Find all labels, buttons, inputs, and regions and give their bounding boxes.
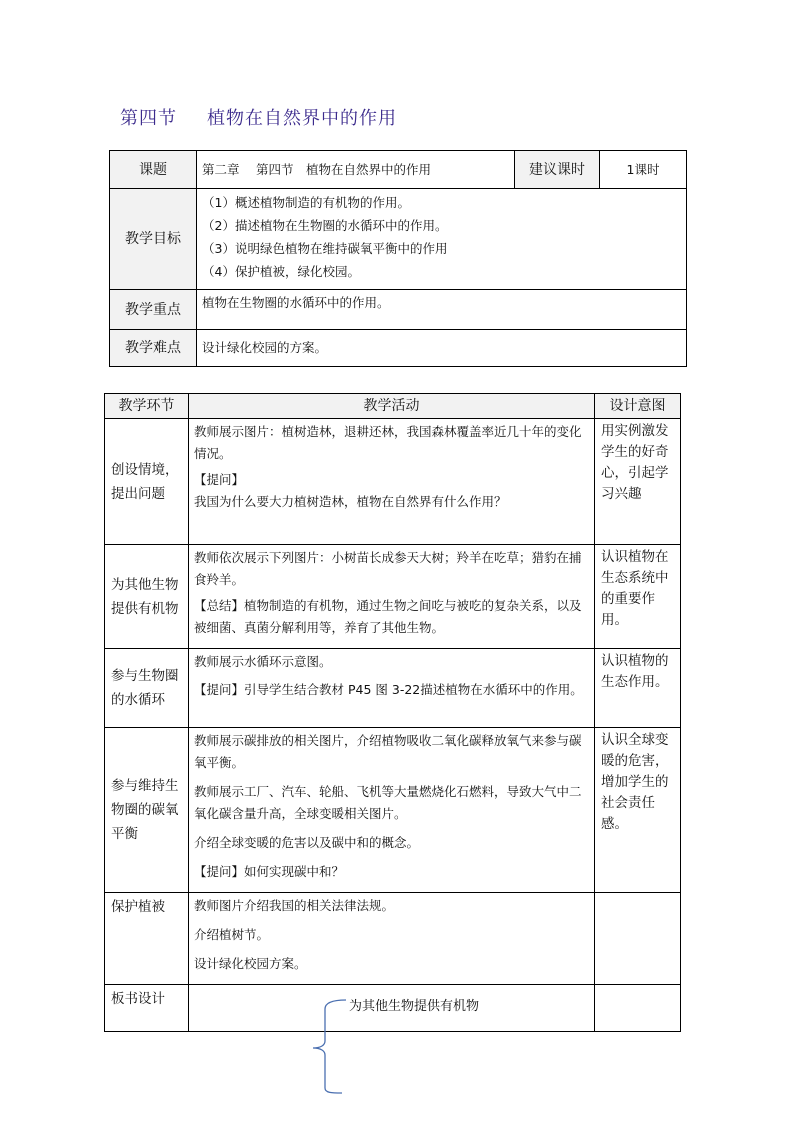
table-row xyxy=(105,893,681,985)
difficulty-value: 设计绿化校园的方案。 xyxy=(197,330,687,367)
lesson-info-table xyxy=(109,150,687,367)
activity-text: 教师依次展示下列图片：小树苗长成参天大树；羚羊在吃草；猎豹在捕食羚羊。 xyxy=(194,550,582,587)
activity-text: 教师展示图片：植树造林，退耕还林，我国森林覆盖率近几十年的变化情况。 xyxy=(194,424,582,461)
segment-cell: 保护植被 xyxy=(105,893,189,985)
hours-value: 1课时 xyxy=(600,151,687,189)
segment-cell: 为其他生物提供有机物 xyxy=(105,545,189,649)
intent-cell: 认识植物在生态系统中的重要作用。 xyxy=(595,545,681,649)
table-row xyxy=(105,649,681,728)
activity-cell xyxy=(189,545,595,649)
activity-text: 教师展示水循环示意图。 xyxy=(194,654,332,669)
segment-cell: 创设情境，提出问题 xyxy=(105,419,189,545)
activity-cell xyxy=(189,419,595,545)
table-row xyxy=(105,419,681,545)
section-number: 第四节 xyxy=(120,108,177,129)
header-segment: 教学环节 xyxy=(105,394,189,419)
intent-cell xyxy=(595,985,681,1032)
topic-label: 课题 xyxy=(110,151,197,189)
activity-cell xyxy=(189,649,595,728)
lesson-plan-table xyxy=(104,393,681,1032)
topic-value: 第二章 第四节 植物在自然界中的作用 xyxy=(197,151,515,189)
activity-text: 【提问】引导学生结合教材 P45 图 3-22描述植物在水循环中的作用。 xyxy=(194,682,583,697)
lesson-title: 植物在自然界中的作用 xyxy=(207,108,397,129)
activity-text: 介绍植树节。 xyxy=(194,927,270,942)
table-row xyxy=(105,545,681,649)
intent-cell: 用实例激发学生的好奇心，引起学习兴趣 xyxy=(595,419,681,545)
activity-text: 【总结】植物制造的有机物，通过生物之间吃与被吃的复杂关系，以及被细菌、真菌分解利用等，养育了其他生物。 xyxy=(194,598,582,635)
key-label: 教学重点 xyxy=(110,290,197,330)
activity-text: 教师图片介绍我国的相关法律法规。 xyxy=(194,898,395,913)
goals-list xyxy=(197,189,687,290)
activity-text: 教师展示工厂、汽车、轮船、飞机等大量燃烧化石燃料，导致大气中二氧化碳含量升高，全球变暖相关图片。 xyxy=(194,784,582,821)
header-activity: 教学活动 xyxy=(189,394,595,419)
activity-cell xyxy=(189,728,595,893)
goal-item: （1）概述植物制造的有机物的作用。 xyxy=(202,195,410,210)
goal-item: （4）保护植被，绿化校园。 xyxy=(202,264,360,279)
intent-cell: 认识全球变暖的危害，增加学生的社会责任感。 xyxy=(595,728,681,893)
intent-cell xyxy=(595,893,681,985)
activity-cell xyxy=(189,893,595,985)
activity-text: 教师展示碳排放的相关图片，介绍植物吸收二氧化碳释放氧气来参与碳氧平衡。 xyxy=(194,733,582,770)
board-brace xyxy=(312,997,352,1097)
page-title xyxy=(120,104,397,130)
goal-item: （3）说明绿色植物在维持碳氧平衡中的作用 xyxy=(202,241,448,256)
activity-text: 【提问】如何实现碳中和？ xyxy=(194,864,345,879)
goal-item: （2）描述植物在生物圈的水循环中的作用。 xyxy=(202,218,448,233)
difficulty-label: 教学难点 xyxy=(110,330,197,367)
segment-cell: 参与生物圈的水循环 xyxy=(105,649,189,728)
activity-text: 设计绿化校园方案。 xyxy=(194,956,307,971)
board-branch-text: 为其他生物提供有机物 xyxy=(349,999,480,1014)
hours-label: 建议课时 xyxy=(515,151,600,189)
goals-label: 教学目标 xyxy=(110,189,197,290)
intent-cell: 认识植物的生态作用。 xyxy=(595,649,681,728)
activity-text: 介绍全球变暖的危害以及碳中和的概念。 xyxy=(194,835,420,850)
activity-text: 我国为什么要大力植树造林，植物在自然界有什么作用？ xyxy=(194,494,507,509)
header-intent: 设计意图 xyxy=(595,394,681,419)
key-value: 植物在生物圈的水循环中的作用。 xyxy=(197,290,687,330)
segment-cell: 参与维持生物圈的碳氧平衡 xyxy=(105,728,189,893)
activity-text: 【提问】 xyxy=(194,472,245,487)
segment-cell: 板书设计 xyxy=(105,985,189,1032)
table-row xyxy=(105,728,681,893)
